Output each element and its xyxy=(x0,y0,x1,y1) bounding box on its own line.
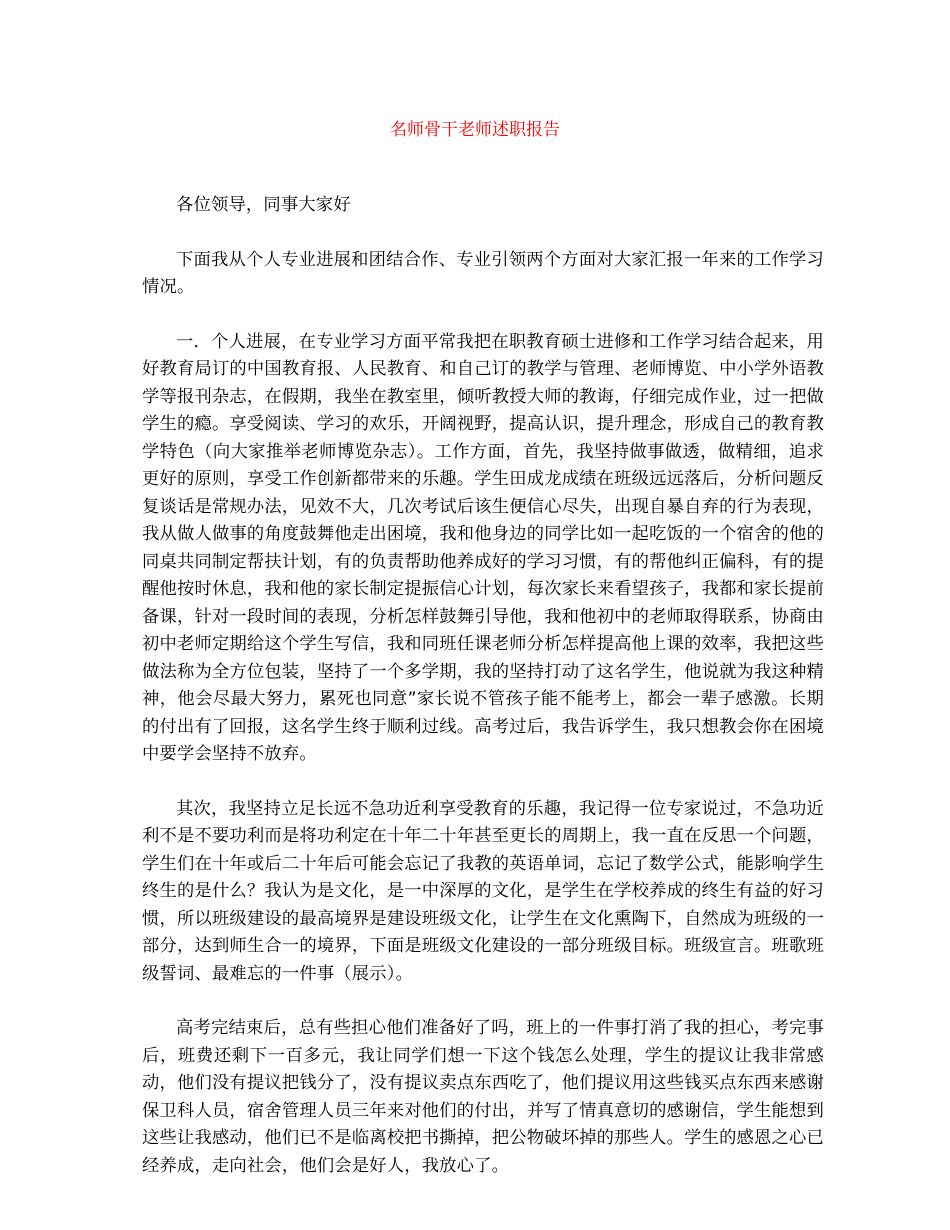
long-term-paragraph: 其次，我坚持立足长远不急功近利享受教育的乐趣，我记得一位专家说过，不急功近利不是不要功利而是将功利定在十年二十年甚至更长的周期上，我一直在反思一个问题，学生们在十年或后二十年后可能会忘记了我教的英语单词，忘记了数学公式，能影响学生终生的是什么？我认为是文化，是一中深厚的文化，是学生在学校养成的终生有益的好习惯，所以班级建设的最高境界是建设班级文化，让学生在文化熏陶下，自然成为班级的一部分，达到师生合一的境界，下面是班级文化建设的一部分班级目标。班级宣言。班歌班级誓词、最难忘的一件事（展示）。 xyxy=(142,798,824,984)
document-title: 名师骨干老师述职报告 xyxy=(390,120,560,140)
personal-progress-paragraph: 一．个人进展，在专业学习方面平常我把在职教育硕士进修和工作学习结合起来，用好教育局订的中国教育报、人民教育、和自己订的教学与管理、老师博览、中小学外语教学等报刊杂志，在假期，我坐在教室里，倾听教授大师的教诲，仔细完成作业，过一把做学生的瘾。享受阅读、学习的欢乐，开阔视野，提高认识，提升理念，形成自己的教育教学特色（向大家推举老师博览杂志）。工作方面，首先，我坚持做事做透，做精细，追求更好的原则，享受工作创新都带来的乐趣。学生田成龙成绩在班级远远落后，分析问题反复谈话是常规办法，见效不大，几次考试后该生便信心尽失，出现自暴自弃的行为表现，我从做人做事的角度鼓舞他走出困境，我和他身边的同学比如一起吃饭的一个宿舍的他的同桌共同制定帮扶计划，有的负责帮助他养成好的学习习惯，有的帮他纠正偏科，有的提醒他按时休息，我和他的家长制定提振信心计划，每次家长来看望孩子，我都和家长提前备课，针对一段时间的表现，分析怎样鼓舞引导他，我和他初中的老师取得联系，协商由初中老师定期给这个学生写信，我和同班任课老师分析怎样提高他上课的效率，我把这些做法称为全方位包装，坚持了一个多学期，我的坚持打动了这名学生，他说就为我这种精神，他会尽最大努力，累死也同意”家长说不管孩子能不能考上，都会一辈子感激。长期的付出有了回报，这名学生终于顺利过线。高考过后，我告诉学生，我只想教会你在困境中要学会坚持不放弃。 xyxy=(142,331,824,764)
document-body xyxy=(142,192,824,1207)
after-exam-paragraph: 高考完结束后，总有些担心他们准备好了吗，班上的一件事打消了我的担心，考完事后，班费还剩下一百多元，我让同学们想一下这个钱怎么处理，学生的提议让我非常感动，他们没有提议把钱分了，没有提议卖点东西吃了，他们提议用这些钱买点东西来感谢保卫科人员，宿舍管理人员三年来对他们的付出，并写了情真意切的感谢信，学生能想到这些让我感动，他们已不是临离校把书撕掉，把公物破坏掉的那些人。学生的感恩之心已经养成，走向社会，他们会是好人，我放心了。 xyxy=(142,1018,824,1176)
intro-paragraph: 下面我从个人专业进展和团结合作、专业引领两个方面对大家汇报一年来的工作学习情况。 xyxy=(142,249,824,297)
greeting-paragraph: 各位领导，同事大家好 xyxy=(176,195,351,215)
